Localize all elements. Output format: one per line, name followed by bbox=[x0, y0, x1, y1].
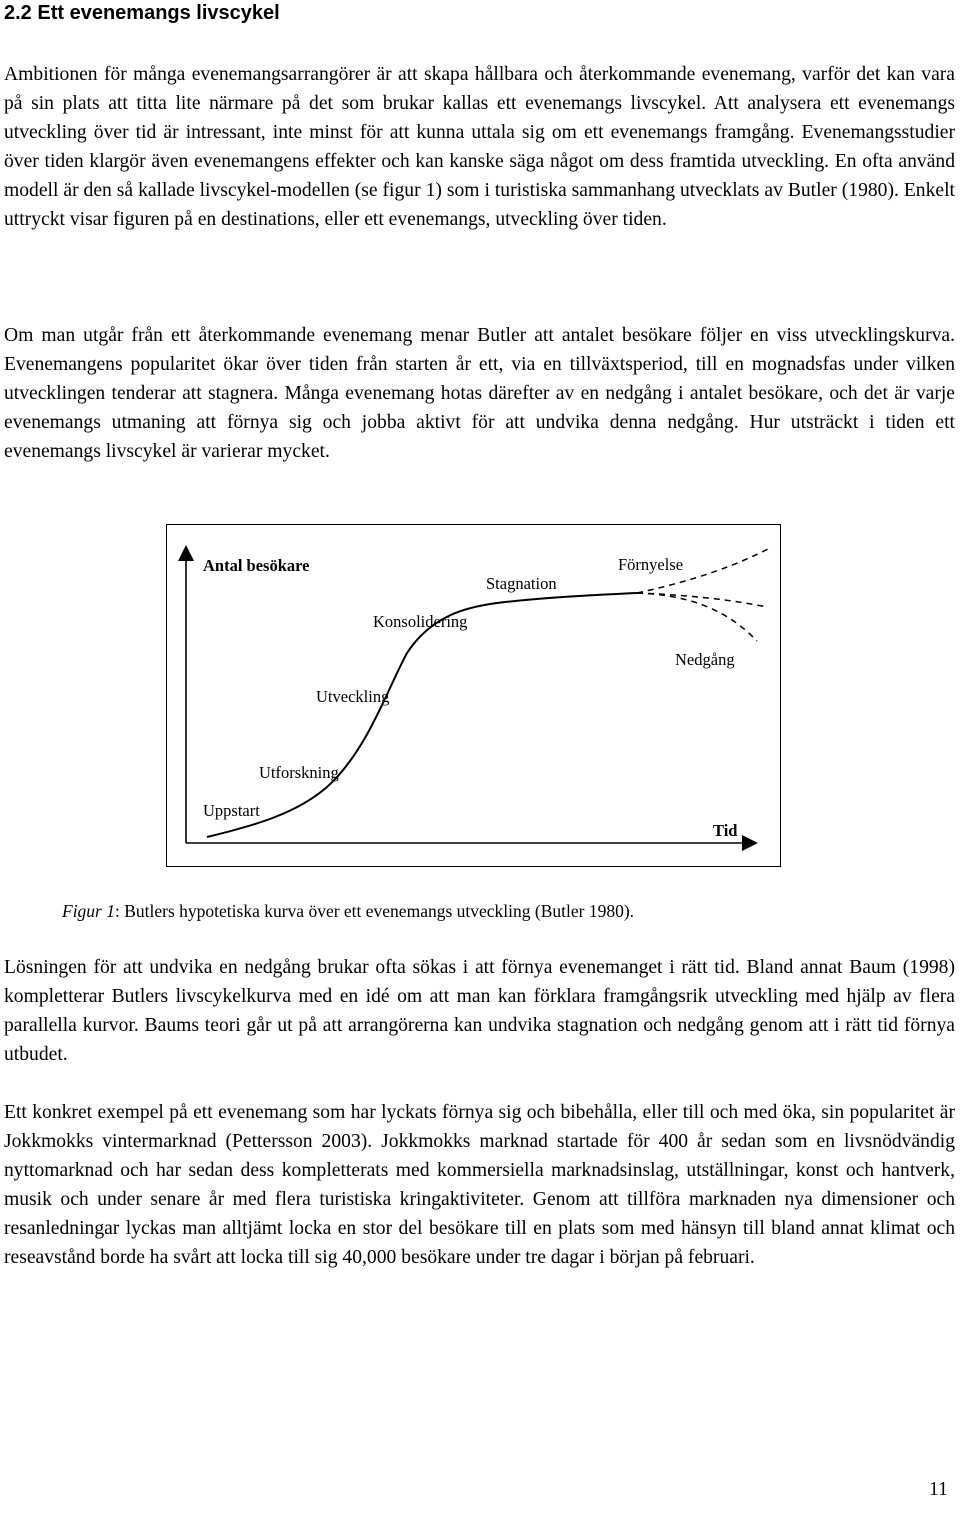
y-axis-label: Antal besökare bbox=[203, 556, 310, 575]
x-axis-label: Tid bbox=[713, 821, 738, 840]
label-utforskning: Utforskning bbox=[259, 763, 339, 782]
caption-prefix: Figur 1 bbox=[62, 901, 115, 921]
figure-caption bbox=[62, 899, 634, 923]
label-uppstart: Uppstart bbox=[203, 801, 260, 820]
label-utveckling: Utveckling bbox=[316, 687, 390, 706]
paragraph-4: Ett konkret exempel på ett evenemang som har lyckats förnya sig och bibehålla, eller till och med öka, sin popularitet är Jokkmokks vintermarknad (Pettersson 2003). Jokkmokks marknad startade för 400 år sedan som en livsnödvändig nyttomarknad och har sedan dess kompletterats med kommersiella marknadsinslag, utställningar, konst och hantverk, musik och under senare år med flera turistiska kringaktiviteter. Genom att tillföra marknaden nya dimensioner och resanledningar lyckas man alltjämt locka en stor del besökare till en plats som med hänsyn till bland annat klimat och reseavstånd borde ha svårt att locka till sig 40,000 besökare under tre dagar i början på februari. bbox=[4, 1102, 955, 1268]
page-number: 11 bbox=[929, 1479, 948, 1500]
lifecycle-figure bbox=[166, 524, 781, 867]
label-konsolidering: Konsolidering bbox=[373, 612, 468, 631]
paragraph-1: Ambitionen för många evenemangsarrangörer är att skapa hållbara och återkommande evenemang, varför det kan vara på sin plats att titta lite närmare på det som brukar kallas ett evenemangs livscykel. Att analysera ett evenemangs utveckling över tid är intressant, inte minst för att kunna uttala sig om ett evenemangs framgång. Evenemangsstudier över tiden klargör även evenemangens effekter och kan kanske säga något om dess framtida utveckling. En ofta använd modell är den så kallade livscykel-modellen (se figur 1) som i turistiska sammanhang utvecklats av Butler (1980). Enkelt uttryckt visar figuren på en destinations, eller ett evenemangs, utveckling över tiden. bbox=[4, 64, 955, 230]
paragraph-3: Lösningen för att undvika en nedgång brukar ofta sökas i att förnya evenemanget i rätt tid. Bland annat Baum (1998) kompletterar Butlers livscykelkurva med en idé om att man kan förklara framgångsrik utveckling med hjälp av flera parallella kurvor. Baums teori går ut på att arrangörerna kan undvika stagnation och nedgång genom att i rätt tid förnya utbudet. bbox=[4, 957, 955, 1065]
caption-text: : Butlers hypotetiska kurva över ett evenemangs utveckling (Butler 1980). bbox=[115, 901, 635, 921]
label-fornyelse: Förnyelse bbox=[618, 555, 684, 574]
section-heading: 2.2 Ett evenemangs livscykel bbox=[4, 2, 280, 24]
label-stagnation: Stagnation bbox=[486, 574, 557, 593]
label-nedgang: Nedgång bbox=[675, 650, 735, 669]
paragraph-2: Om man utgår från ett återkommande evenemang menar Butler att antalet besökare följer en viss utvecklingskurva. Evenemangens popularitet ökar över tiden från starten år ett, via en tillväxtsperiod, till en mognadsfas under vilken utvecklingen tenderar att stagnera. Många evenemang hotas därefter av en nedgång i antalet besökare, och det är varje evenemangs utmaning att förnya sig och jobba aktivt för att undvika denna nedgång. Hur utsträckt i tiden ett evenemangs livscykel är varierar mycket. bbox=[4, 325, 955, 462]
nedgang-branch bbox=[637, 593, 757, 641]
